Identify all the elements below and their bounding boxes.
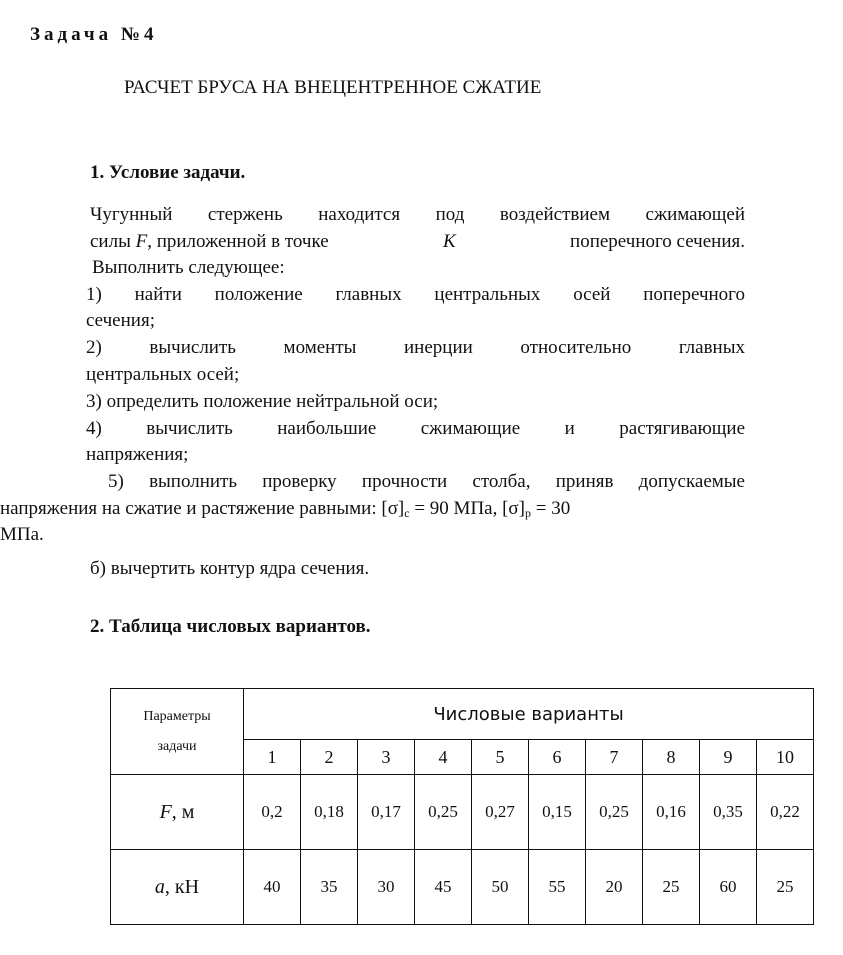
table-cell: 0,2 [244,775,301,850]
section-heading-conditions: 1. Условие задачи. [90,162,246,183]
table-row-a [111,850,814,925]
intro-text: силы F, приложенной в точке [90,231,329,252]
item-5-line-1: 5) выполнить проверку прочности столба, приняв допускаемые [108,471,745,492]
document-title: РАСЧЕТ БРУСА НА ВНЕЦЕНТРЕННОЕ СЖАТИЕ [124,77,542,98]
table-cell: 0,22 [757,775,814,850]
item-1-line-1: 1) найти положение главных центральных осей поперечного [86,284,745,305]
table-cell: 35 [301,850,358,925]
intro-line-2 [90,231,745,253]
force-symbol: F [135,231,148,252]
table-cell: 0,25 [415,775,472,850]
intro-line-3: Выполнить следующее: [92,257,285,278]
variant-number: 4 [415,740,472,775]
intro-line-1: Чугунный стержень находится под воздействием сжимающей [90,204,745,225]
params-header: Параметры задачи [111,689,244,775]
row-label-force: F, м [111,775,244,850]
variant-number: 5 [472,740,529,775]
variant-number: 1 [244,740,301,775]
row-label-a: a, кН [111,850,244,925]
table-cell: 60 [700,850,757,925]
table-cell: 0,15 [529,775,586,850]
table-cell: 25 [757,850,814,925]
table-cell: 0,27 [472,775,529,850]
table-cell: 30 [358,850,415,925]
table-cell: 45 [415,850,472,925]
item-5-line-2: напряжения на сжатие и растяжение равными: $[\sigma]_с = 90$ МПа, $[\sigma]_р = 30$ [0,498,571,520]
variants-table [110,688,814,925]
task-label: Задача №4 [30,24,158,45]
table-cell: 0,35 [700,775,757,850]
variant-number: 8 [643,740,700,775]
variants-header: Числовые варианты [244,689,814,740]
table-cell: 55 [529,850,586,925]
table-cell: 50 [472,850,529,925]
variant-number: 9 [700,740,757,775]
table-row-force [111,775,814,850]
item-4-line-1: 4) вычислить наибольшие сжимающие и растягивающие [86,418,745,439]
table-cell: 0,16 [643,775,700,850]
table-cell: 0,25 [586,775,643,850]
table-cell: 40 [244,850,301,925]
item-2-line-2: центральных осей; [86,364,240,385]
item-4-line-2: напряжения; [86,444,189,465]
table-cell: 25 [643,850,700,925]
table-cell: 20 [586,850,643,925]
item-1-line-2: сечения; [86,310,155,331]
item-5-line-3: МПа. [0,524,44,545]
item-6: б) вычертить контур ядра сечения. [90,558,370,579]
variant-number: 3 [358,740,415,775]
variant-number: 6 [529,740,586,775]
intro-text-end: поперечного сечения. [570,231,745,252]
item-2-line-1: 2) вычислить моменты инерции относительно главных [86,337,745,358]
section-heading-table: 2. Таблица числовых вариантов. [90,616,371,637]
table-cell: 0,18 [301,775,358,850]
item-3: 3) определить положение нейтральной оси; [86,391,439,412]
variant-number: 2 [301,740,358,775]
variant-number: 7 [586,740,643,775]
table-cell: 0,17 [358,775,415,850]
variant-number: 10 [757,740,814,775]
point-symbol: K [443,231,456,252]
